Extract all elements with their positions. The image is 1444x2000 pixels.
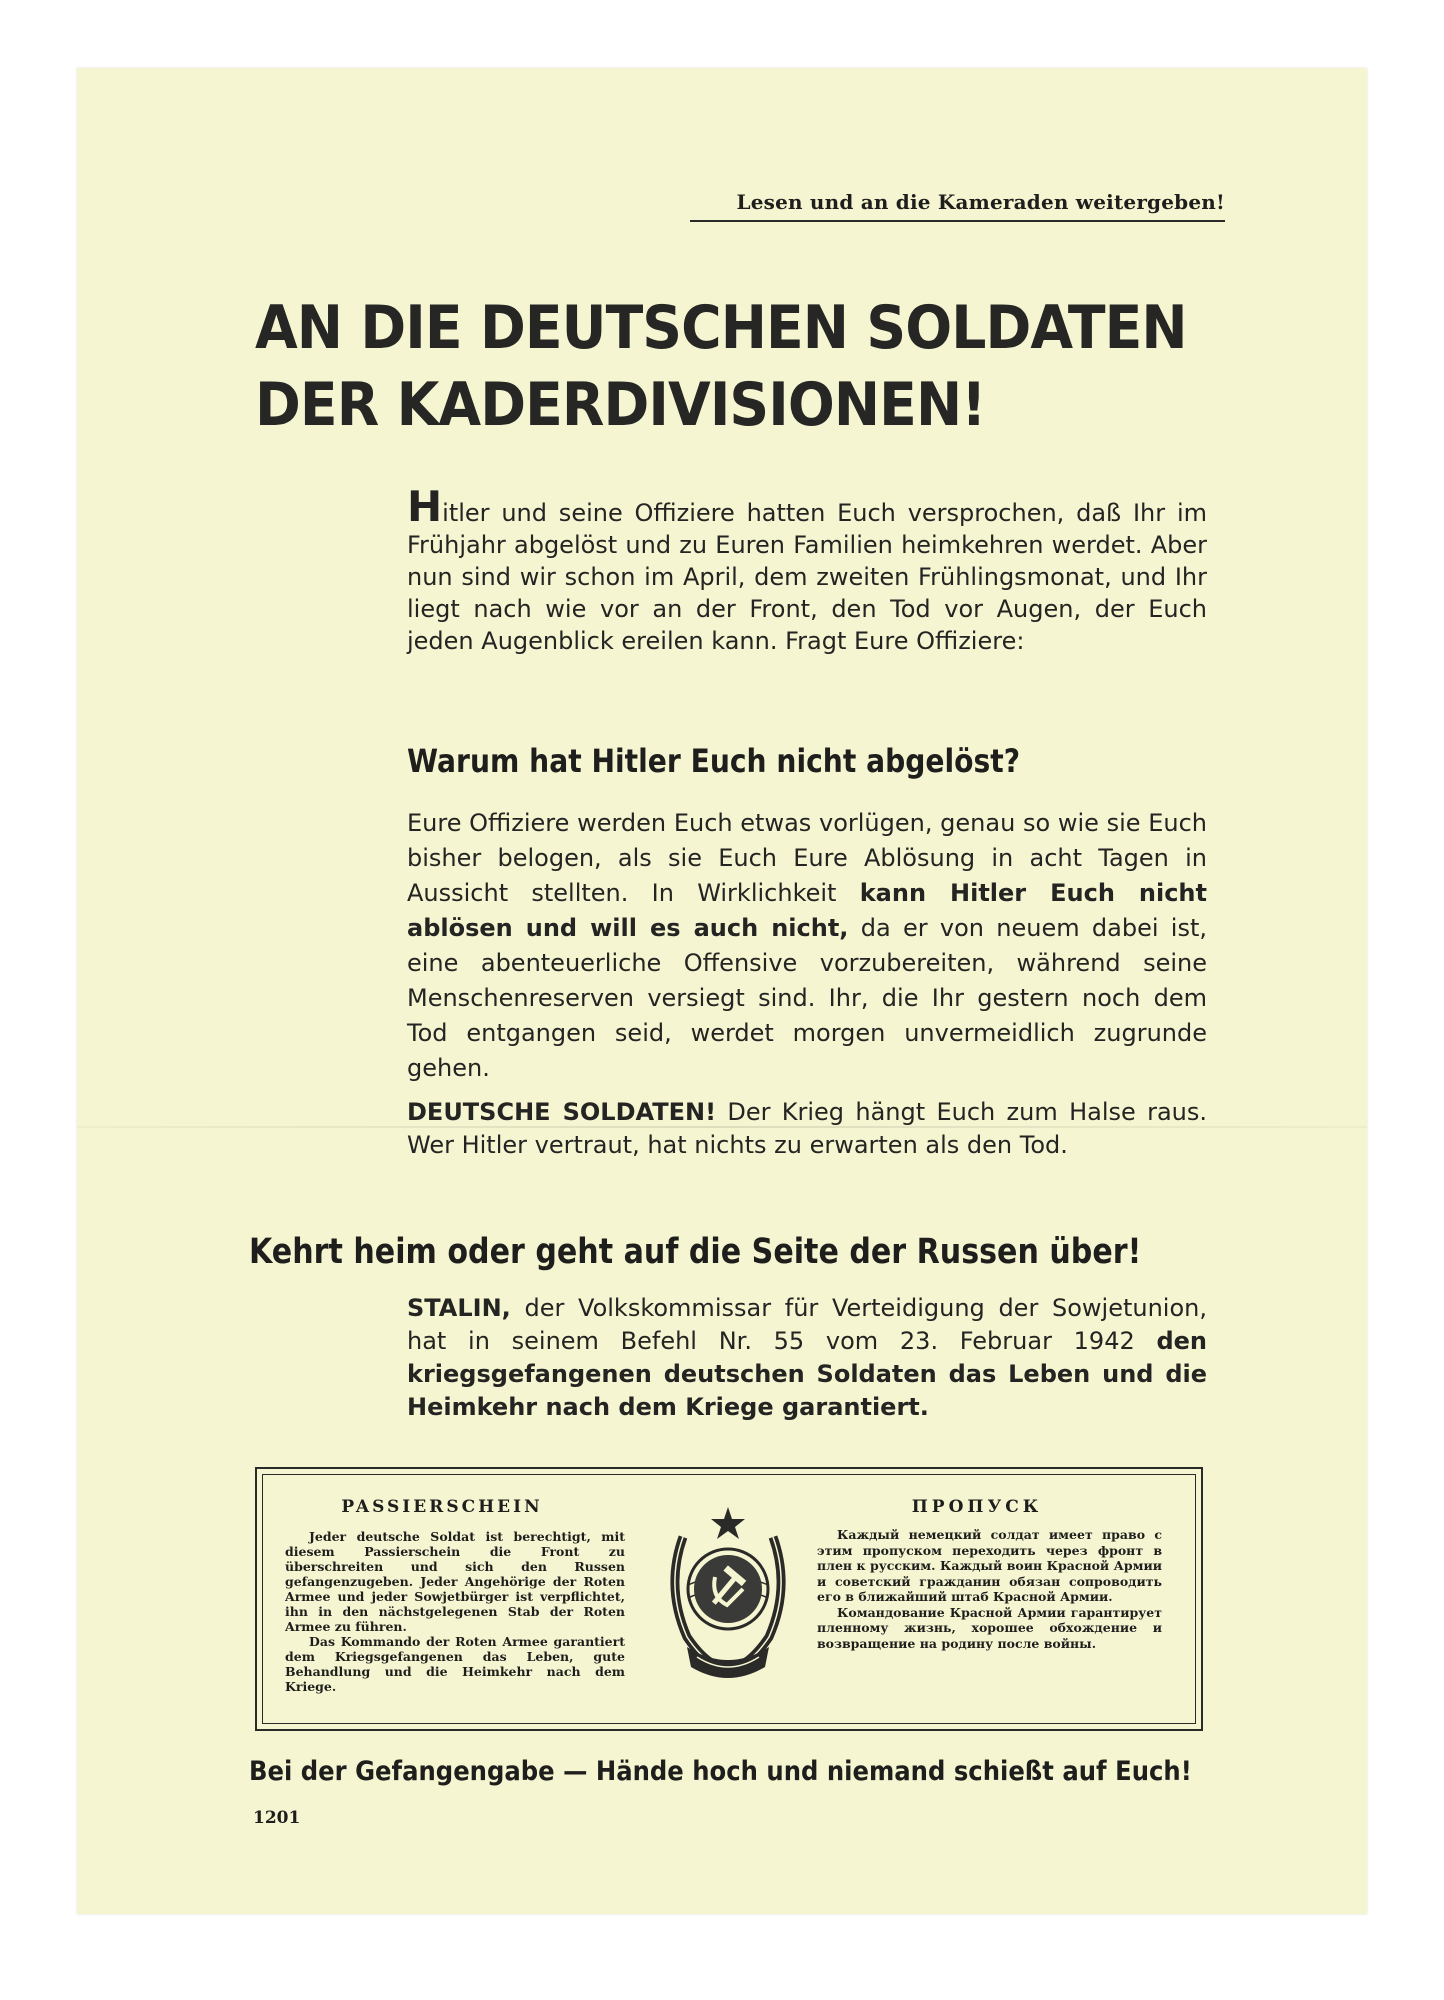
question-heading: Warum hat Hitler Euch nicht abgelöst?	[407, 742, 1021, 780]
paragraph-3-bold: DEUTSCHE SOLDATEN!	[407, 1098, 717, 1126]
footer-line: Bei der Gefangengabe — Hände hoch und niemand schießt auf Euch!	[249, 1756, 1192, 1787]
callout-heading: Kehrt heim oder geht auf die Seite der Russen über!	[249, 1232, 1142, 1272]
pass-text-german	[285, 1529, 625, 1694]
paragraph-3	[407, 1096, 1207, 1162]
top-note: Lesen und an die Kameraden weitergeben!	[690, 190, 1225, 222]
headline-line-1: AN DIE DEUTSCHEN SOLDATEN	[255, 293, 1187, 363]
paragraph-2-part-1: Eure Offiziere werden Euch etwas vorlügen, genau so wie sie Euch bisher belogen, als sie Euch Eure Ablösung in acht Tagen in Aussicht stellten. In Wirklichkeit	[407, 809, 1207, 907]
paragraph-3-text: Der Krieg hängt Euch zum Halse raus. Wer Hitler vertraut, hat nichts zu erwarten als den Tod.	[407, 1098, 1207, 1159]
paragraph-4-text: der Volkskommissar für Verteidigung der Sowjetunion, hat in seinem Befehl Nr. 55 vom 23. Februar 1942	[407, 1294, 1207, 1355]
paragraph-2-part-2: da er von neuem dabei ist, eine abenteuerliche Offensive vorzubereiten, während seine Menschenreserven versiegt sind. Ihr, die Ihr gestern noch dem Tod entgangen seid, werdet morgen unvermeidlich zugrunde gehen.	[407, 914, 1207, 1082]
pass-text-german-2: Das Kommando der Roten Armee garantiert dem Kriegsgefangenen das Leben, gute Behandlung und die Heimkehr nach dem Kriege.	[285, 1634, 625, 1694]
headline-line-2: DER KADERDIVISIONEN!	[255, 370, 986, 440]
dropcap: H	[407, 482, 443, 531]
paragraph-4	[407, 1292, 1207, 1424]
leaflet-code: 1201	[253, 1808, 301, 1828]
pass-text-german-1: Jeder deutsche Soldat ist berechtigt, mit diesem Passierschein die Front zu überschreiten und sich den Russen gefangenzugeben. Jeder Angehörige der Roten Armee und jeder Sowjetbürger ist verpflichtet, ihn in den nächstgelegenen Stab der Roten Armee zu führen.	[285, 1529, 625, 1634]
pass-text-russian-1: Каждый немецкий солдат имеет право с этим пропуском переходить через фронт в плен к русским. Каждый воин Красной Армии и советский гражданин обязан сопроводить его в ближайший штаб Красной Армии.	[817, 1527, 1162, 1604]
paragraph-4-bold-1: STALIN,	[407, 1294, 511, 1322]
paragraph-4-bold-2: den kriegsgefangenen deutschen Soldaten das Leben und die Heimkehr nach dem Kriege garantiert.	[407, 1327, 1207, 1421]
pass-text-russian-2: Командование Красной Армии гарантирует пленному жизнь, хорошее обхождение и возвращение на родину после войны.	[817, 1604, 1162, 1651]
pass-text-russian	[817, 1527, 1162, 1651]
paragraph-2-bold: kann Hitler Euch nicht ablösen und will es auch nicht,	[407, 879, 1207, 942]
soviet-emblem-icon	[657, 1497, 799, 1697]
pass-title-russian: ПРОПУСК	[911, 1497, 1043, 1517]
safe-conduct-pass	[255, 1467, 1203, 1731]
headline	[255, 290, 1187, 444]
pass-title-german: PASSIERSCHEIN	[341, 1497, 543, 1517]
paragraph-1	[407, 482, 1207, 657]
paragraph-1-text: itler und seine Offiziere hatten Euch versprochen, daß Ihr im Frühjahr abgelöst und zu Euren Familien heimkehren werdet. Aber nun sind wir schon im April, dem zweiten Frühlingsmonat, und Ihr liegt nach wie vor an der Front, den Tod vor Augen, der Euch jeden Augenblick ereilen kann. Fragt Eure Offiziere:	[407, 499, 1207, 655]
paragraph-2	[407, 806, 1207, 1086]
